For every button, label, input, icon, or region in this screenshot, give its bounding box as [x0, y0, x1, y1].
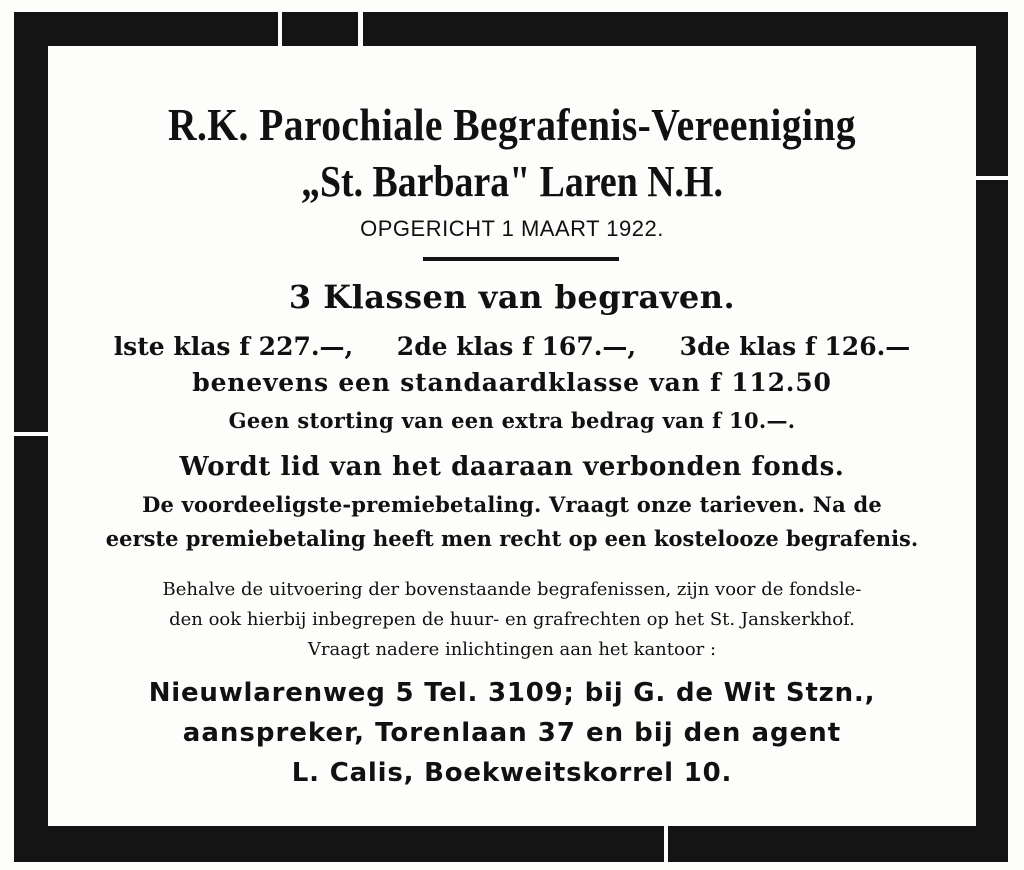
border-right	[976, 12, 1008, 862]
border-gap	[14, 432, 48, 436]
border-gap	[358, 12, 363, 46]
standard-class-price: benevens een standaardklasse van f 112.50	[192, 368, 832, 397]
price-third-class: 3de klas f 126.—	[679, 332, 911, 361]
border-gap	[278, 12, 282, 46]
price-second-class: 2de klas f 167.—,	[396, 332, 637, 361]
border-bottom	[14, 826, 1008, 862]
inquiry-text: Vraagt nadere inlichtingen aan het kantoor :	[307, 639, 717, 660]
address-line: L. Calis, Boekweitskorrel 10.	[291, 758, 733, 788]
address-line: Nieuwlarenweg 5 Tel. 3109; bij G. de Wit Stzn.,	[148, 678, 876, 708]
founding-date: OPGERICHT 1 MAART 1922.	[360, 216, 664, 241]
border-gap	[664, 826, 668, 862]
no-deposit-note: Geen storting van een extra bedrag van f 10.—.	[228, 408, 796, 433]
classes-heading: 3 Klassen van begraven.	[288, 278, 736, 316]
notice-body	[48, 46, 976, 826]
border-gap	[976, 176, 1008, 180]
address-line: aanspreker, Torenlaan 37 en bij den agent	[182, 718, 842, 748]
premium-text-line: De voordeeligste-premiebetaling. Vraagt onze tarieven. Na de	[142, 492, 882, 517]
fund-member-text-line: den ook hierbij inbegrepen de huur- en grafrechten op het St. Janskerkhof.	[169, 609, 855, 630]
join-fund-heading: Wordt lid van het daaraan verbonden fonds.	[179, 452, 845, 482]
fund-member-text-line: Behalve de uitvoering der bovenstaande begrafenissen, zijn voor de fondsle-	[162, 579, 862, 600]
border-top	[20, 12, 1008, 46]
divider-rule	[423, 257, 619, 261]
price-first-class: lste klas f 227.—,	[113, 332, 354, 361]
association-subtitle: „St. Barbara" Laren N.H.	[301, 157, 723, 206]
border-left	[14, 12, 48, 862]
premium-text-line: eerste premiebetaling heeft men recht op een kostelooze begrafenis.	[105, 526, 919, 551]
association-title: R.K. Parochiale Begrafenis-Vereeniging	[167, 99, 857, 150]
class-prices	[48, 332, 976, 361]
